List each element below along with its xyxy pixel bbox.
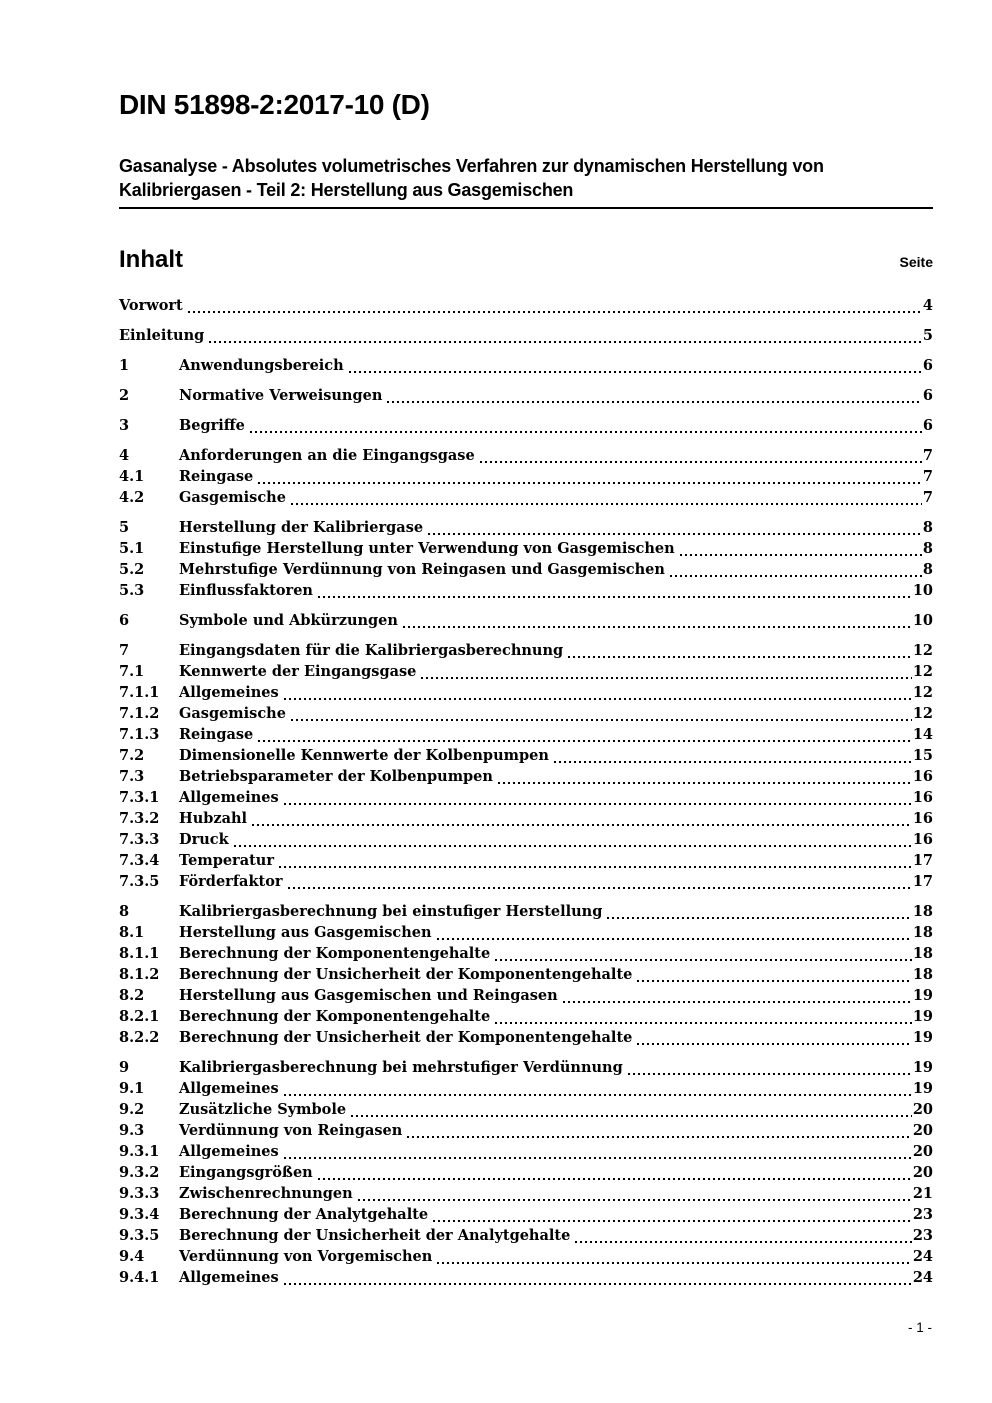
dot-leader — [549, 745, 913, 766]
toc-entry-label: Berechnung der Unsicherheit der Komponentengehalte — [179, 1029, 633, 1046]
toc-entry-number: 7 — [119, 642, 130, 659]
toc-entry-row — [119, 745, 933, 766]
toc-entry-number: 9.3.4 — [119, 1206, 160, 1223]
toc-entry-row — [119, 766, 933, 787]
toc-entry-page: 6 — [922, 387, 933, 404]
toc-entry-page: 12 — [912, 684, 933, 701]
toc-entry-number: 7.1.2 — [119, 705, 160, 722]
toc-entry-number: 9.4.1 — [119, 1269, 160, 1286]
toc-entry-page: 18 — [912, 966, 933, 983]
toc-entry-page: 18 — [912, 903, 933, 920]
toc-entry-page: 17 — [912, 852, 933, 869]
toc-header-row — [119, 245, 933, 275]
toc-entry-number: 7.2 — [119, 747, 145, 764]
toc-entry-label: Verdünnung von Vorgemischen — [179, 1248, 433, 1265]
toc-entry-label: Allgemeines — [179, 1080, 279, 1097]
toc-entry-page: 12 — [912, 642, 933, 659]
toc-entry-number: 7.3.4 — [119, 852, 160, 869]
dot-leader — [353, 1183, 913, 1204]
dot-leader — [279, 787, 913, 808]
toc-entry-row — [119, 661, 933, 682]
toc-entry-row — [119, 850, 933, 871]
dot-leader — [563, 640, 913, 661]
toc-entry-label: Vorwort — [119, 297, 183, 314]
toc-entry-label: Anforderungen an die Eingangsgase — [179, 447, 475, 464]
toc-entry-row — [119, 682, 933, 703]
toc-entry-label: Reingase — [179, 468, 254, 485]
toc-entry-page: 7 — [922, 447, 933, 464]
toc-entry-number: 9.2 — [119, 1101, 145, 1118]
toc-entry-label: Anwendungsbereich — [179, 357, 344, 374]
toc-entry-page: 7 — [922, 468, 933, 485]
toc-entry-row — [119, 943, 933, 964]
toc-entry-number: 7.3.2 — [119, 810, 160, 827]
dot-leader — [416, 661, 912, 682]
toc-entry-label: Herstellung aus Gasgemischen — [179, 924, 432, 941]
dot-leader — [204, 325, 923, 346]
toc-entry-label: Einflussfaktoren — [179, 582, 313, 599]
toc-entry-label: Zusätzliche Symbole — [179, 1101, 347, 1118]
toc-entry-row — [119, 703, 933, 724]
toc-entry-number: 9 — [119, 1059, 130, 1076]
dot-leader — [398, 610, 913, 631]
toc-entry-page: 16 — [912, 810, 933, 827]
toc-entry-page: 8 — [922, 561, 933, 578]
toc-entry-row — [119, 808, 933, 829]
dot-leader — [490, 1006, 913, 1027]
toc-entry-page: 20 — [912, 1164, 933, 1181]
toc-entry-page: 19 — [912, 1029, 933, 1046]
toc-entry-number: 7.3.1 — [119, 789, 160, 806]
toc-entry-page: 23 — [912, 1206, 933, 1223]
toc-entry-row — [119, 1204, 933, 1225]
dot-leader — [183, 295, 923, 316]
toc-entry-row — [119, 1141, 933, 1162]
toc-entry-label: Betriebsparameter der Kolbenpumpen — [179, 768, 493, 785]
toc-entry-row — [119, 922, 933, 943]
toc-entry-row — [119, 901, 933, 922]
toc-entry-label: Gasgemische — [179, 489, 286, 506]
toc-entry-page: 24 — [912, 1269, 933, 1286]
dot-leader — [423, 517, 923, 538]
toc-entry-row — [119, 295, 933, 316]
toc-entry-number: 9.4 — [119, 1248, 145, 1265]
toc-entry-number: 7.3 — [119, 768, 145, 785]
toc-entry-page: 20 — [912, 1122, 933, 1139]
toc-entry-page: 17 — [912, 873, 933, 890]
toc-entry-page: 20 — [912, 1101, 933, 1118]
toc-entry-row — [119, 1027, 933, 1048]
toc-entry-row — [119, 559, 933, 580]
toc-entry-number: 6 — [119, 612, 130, 629]
toc-entry-page: 24 — [912, 1248, 933, 1265]
toc-entry-row — [119, 517, 933, 538]
toc-entry-row — [119, 355, 933, 376]
toc-list — [119, 295, 933, 1288]
toc-entry-row — [119, 1225, 933, 1246]
toc-entry-number: 5.3 — [119, 582, 145, 599]
dot-leader — [313, 1162, 913, 1183]
toc-entry-label: Allgemeines — [179, 1143, 279, 1160]
dot-leader — [632, 964, 912, 985]
toc-entry-number: 8.2.2 — [119, 1029, 160, 1046]
toc-entry-page: 19 — [912, 1008, 933, 1025]
toc-entry-label: Begriffe — [179, 417, 245, 434]
toc-entry-page: 16 — [912, 789, 933, 806]
toc-entry-page: 8 — [922, 519, 933, 536]
dot-leader — [432, 1246, 913, 1267]
toc-entry-label: Förderfaktor — [179, 873, 283, 890]
toc-entry-number: 3 — [119, 417, 130, 434]
toc-entry-label: Druck — [179, 831, 229, 848]
toc-entry-row — [119, 415, 933, 436]
toc-entry-label: Berechnung der Unsicherheit der Komponentengehalte — [179, 966, 633, 983]
toc-entry-row — [119, 829, 933, 850]
toc-entry-number: 8.2.1 — [119, 1008, 160, 1025]
toc-entry-row — [119, 964, 933, 985]
document-number: DIN 51898-2:2017-10 (D) — [119, 89, 430, 120]
toc-entry-page: 10 — [912, 612, 933, 629]
toc-entry-label: Einstufige Herstellung unter Verwendung von Gasgemischen — [179, 540, 675, 557]
toc-entry-number: 7.1.3 — [119, 726, 160, 743]
toc-entry-number: 5.1 — [119, 540, 145, 557]
toc-entry-label: Temperatur — [179, 852, 274, 869]
document-title: Gasanalyse - Absolutes volumetrisches Verfahren zur dynamischen Herstellung von Kalibriergasen - Teil 2: Herstellung aus Gasgemischen — [119, 154, 933, 209]
toc-entry-page: 21 — [912, 1185, 933, 1202]
dot-leader — [279, 1078, 913, 1099]
dot-leader — [279, 682, 913, 703]
toc-entry-row — [119, 1120, 933, 1141]
toc-entry-label: Berechnung der Unsicherheit der Analytgehalte — [179, 1227, 571, 1244]
dot-leader — [283, 871, 913, 892]
toc-entry-row — [119, 445, 933, 466]
dot-leader — [382, 385, 923, 406]
toc-entry-number: 9.3.3 — [119, 1185, 160, 1202]
toc-entry-label: Dimensionelle Kennwerte der Kolbenpumpen — [179, 747, 549, 764]
toc-entry-number: 7.1 — [119, 663, 145, 680]
toc-entry-label: Gasgemische — [179, 705, 286, 722]
toc-entry-page: 15 — [912, 747, 933, 764]
dot-leader — [344, 355, 923, 376]
dot-leader — [245, 415, 923, 436]
dot-leader — [623, 1057, 913, 1078]
dot-leader — [432, 922, 913, 943]
toc-entry-row — [119, 724, 933, 745]
toc-entry-row — [119, 1057, 933, 1078]
dot-leader — [279, 1267, 913, 1288]
toc-entry-number: 4.1 — [119, 468, 145, 485]
toc-entry-number: 9.3.2 — [119, 1164, 160, 1181]
toc-entry-page: 18 — [912, 945, 933, 962]
toc-entry-number: 8.1.1 — [119, 945, 160, 962]
toc-entry-page: 4 — [922, 297, 933, 314]
toc-entry-page: 5 — [922, 327, 933, 344]
toc-entry-number: 2 — [119, 387, 130, 404]
toc-entry-label: Berechnung der Komponentengehalte — [179, 945, 491, 962]
toc-entry-page: 19 — [912, 1080, 933, 1097]
dot-leader — [286, 703, 913, 724]
toc-entry-row — [119, 580, 933, 601]
dot-leader — [428, 1204, 913, 1225]
toc-entry-row — [119, 325, 933, 346]
dot-leader — [602, 901, 912, 922]
toc-entry-page: 14 — [912, 726, 933, 743]
dot-leader — [475, 445, 923, 466]
toc-entry-label: Herstellung der Kalibriergase — [179, 519, 424, 536]
dot-leader — [313, 580, 913, 601]
toc-entry-label: Hubzahl — [179, 810, 248, 827]
toc-entry-page: 20 — [912, 1143, 933, 1160]
toc-entry-number: 5 — [119, 519, 130, 536]
toc-entry-row — [119, 1099, 933, 1120]
dot-leader — [229, 829, 913, 850]
toc-entry-label: Mehrstufige Verdünnung von Reingasen und Gasgemischen — [179, 561, 665, 578]
toc-entry-label: Eingangsdaten für die Kalibriergasberechnung — [179, 642, 564, 659]
toc-entry-row — [119, 640, 933, 661]
toc-entry-page: 12 — [912, 705, 933, 722]
toc-entry-page: 7 — [922, 489, 933, 506]
dot-leader — [490, 943, 913, 964]
toc-entry-number: 7.3.3 — [119, 831, 160, 848]
toc-entry-row — [119, 1006, 933, 1027]
toc-entry-number: 5.2 — [119, 561, 145, 578]
toc-entry-number: 9.1 — [119, 1080, 145, 1097]
toc-entry-row — [119, 538, 933, 559]
toc-entry-page: 19 — [912, 987, 933, 1004]
toc-entry-number: 1 — [119, 357, 130, 374]
toc-entry-label: Allgemeines — [179, 1269, 279, 1286]
page-column-label: Seite — [899, 254, 933, 270]
toc-entry-label: Einleitung — [119, 327, 205, 344]
toc-entry-label: Zwischenrechnungen — [179, 1185, 353, 1202]
toc-entry-label: Eingangsgrößen — [179, 1164, 313, 1181]
dot-leader — [402, 1120, 913, 1141]
toc-entry-label: Verdünnung von Reingasen — [179, 1122, 403, 1139]
toc-entry-label: Berechnung der Komponentengehalte — [179, 1008, 491, 1025]
toc-entry-label: Kennwerte der Eingangsgase — [179, 663, 417, 680]
toc-entry-number: 8.1.2 — [119, 966, 160, 983]
toc-entry-number: 9.3 — [119, 1122, 145, 1139]
page-number-footer: - 1 - — [907, 1320, 932, 1335]
toc-entry-page: 18 — [912, 924, 933, 941]
toc-entry-label: Normative Verweisungen — [179, 387, 383, 404]
toc-entry-row — [119, 985, 933, 1006]
toc-entry-number: 4 — [119, 447, 130, 464]
toc-entry-row — [119, 1246, 933, 1267]
toc-entry-page: 10 — [912, 582, 933, 599]
dot-leader — [675, 538, 923, 559]
toc-entry-label: Kalibriergasberechnung bei mehrstufiger Verdünnung — [179, 1059, 623, 1076]
toc-entry-row — [119, 1078, 933, 1099]
toc-entry-page: 23 — [912, 1227, 933, 1244]
toc-entry-label: Kalibriergasberechnung bei einstufiger Herstellung — [179, 903, 603, 920]
dot-leader — [632, 1027, 912, 1048]
dot-leader — [665, 559, 923, 580]
dot-leader — [253, 724, 913, 745]
toc-entry-label: Symbole und Abkürzungen — [179, 612, 398, 629]
toc-entry-label: Allgemeines — [179, 684, 279, 701]
dot-leader — [558, 985, 913, 1006]
dot-leader — [286, 487, 923, 508]
toc-entry-row — [119, 787, 933, 808]
dot-leader — [346, 1099, 913, 1120]
toc-entry-row — [119, 385, 933, 406]
dot-leader — [493, 766, 913, 787]
toc-entry-page: 12 — [912, 663, 933, 680]
toc-entry-label: Berechnung der Analytgehalte — [179, 1206, 429, 1223]
toc-entry-page: 8 — [922, 540, 933, 557]
toc-heading: Inhalt — [119, 246, 183, 273]
toc-entry-row — [119, 1162, 933, 1183]
toc-entry-number: 9.3.1 — [119, 1143, 160, 1160]
dot-leader — [247, 808, 913, 829]
toc-entry-row — [119, 871, 933, 892]
toc-entry-label: Herstellung aus Gasgemischen und Reingasen — [179, 987, 558, 1004]
toc-entry-number: 9.3.5 — [119, 1227, 160, 1244]
toc-entry-label: Allgemeines — [179, 789, 279, 806]
toc-entry-row — [119, 610, 933, 631]
toc-entry-number: 8.2 — [119, 987, 145, 1004]
toc-entry-page: 6 — [922, 417, 933, 434]
toc-entry-row — [119, 487, 933, 508]
toc-entry-page: 16 — [912, 768, 933, 785]
toc-entry-number: 7.3.5 — [119, 873, 160, 890]
toc-entry-page: 6 — [922, 357, 933, 374]
toc-entry-number: 8.1 — [119, 924, 145, 941]
dot-leader — [279, 1141, 913, 1162]
toc-entry-number: 8 — [119, 903, 130, 920]
toc-entry-row — [119, 1267, 933, 1288]
dot-leader — [274, 850, 913, 871]
toc-entry-row — [119, 1183, 933, 1204]
toc-entry-page: 16 — [912, 831, 933, 848]
toc-entry-number: 7.1.1 — [119, 684, 160, 701]
dot-leader — [570, 1225, 913, 1246]
dot-leader — [253, 466, 923, 487]
toc-entry-page: 19 — [912, 1059, 933, 1076]
toc-entry-number: 4.2 — [119, 489, 145, 506]
toc-entry-label: Reingase — [179, 726, 254, 743]
toc-entry-row — [119, 466, 933, 487]
